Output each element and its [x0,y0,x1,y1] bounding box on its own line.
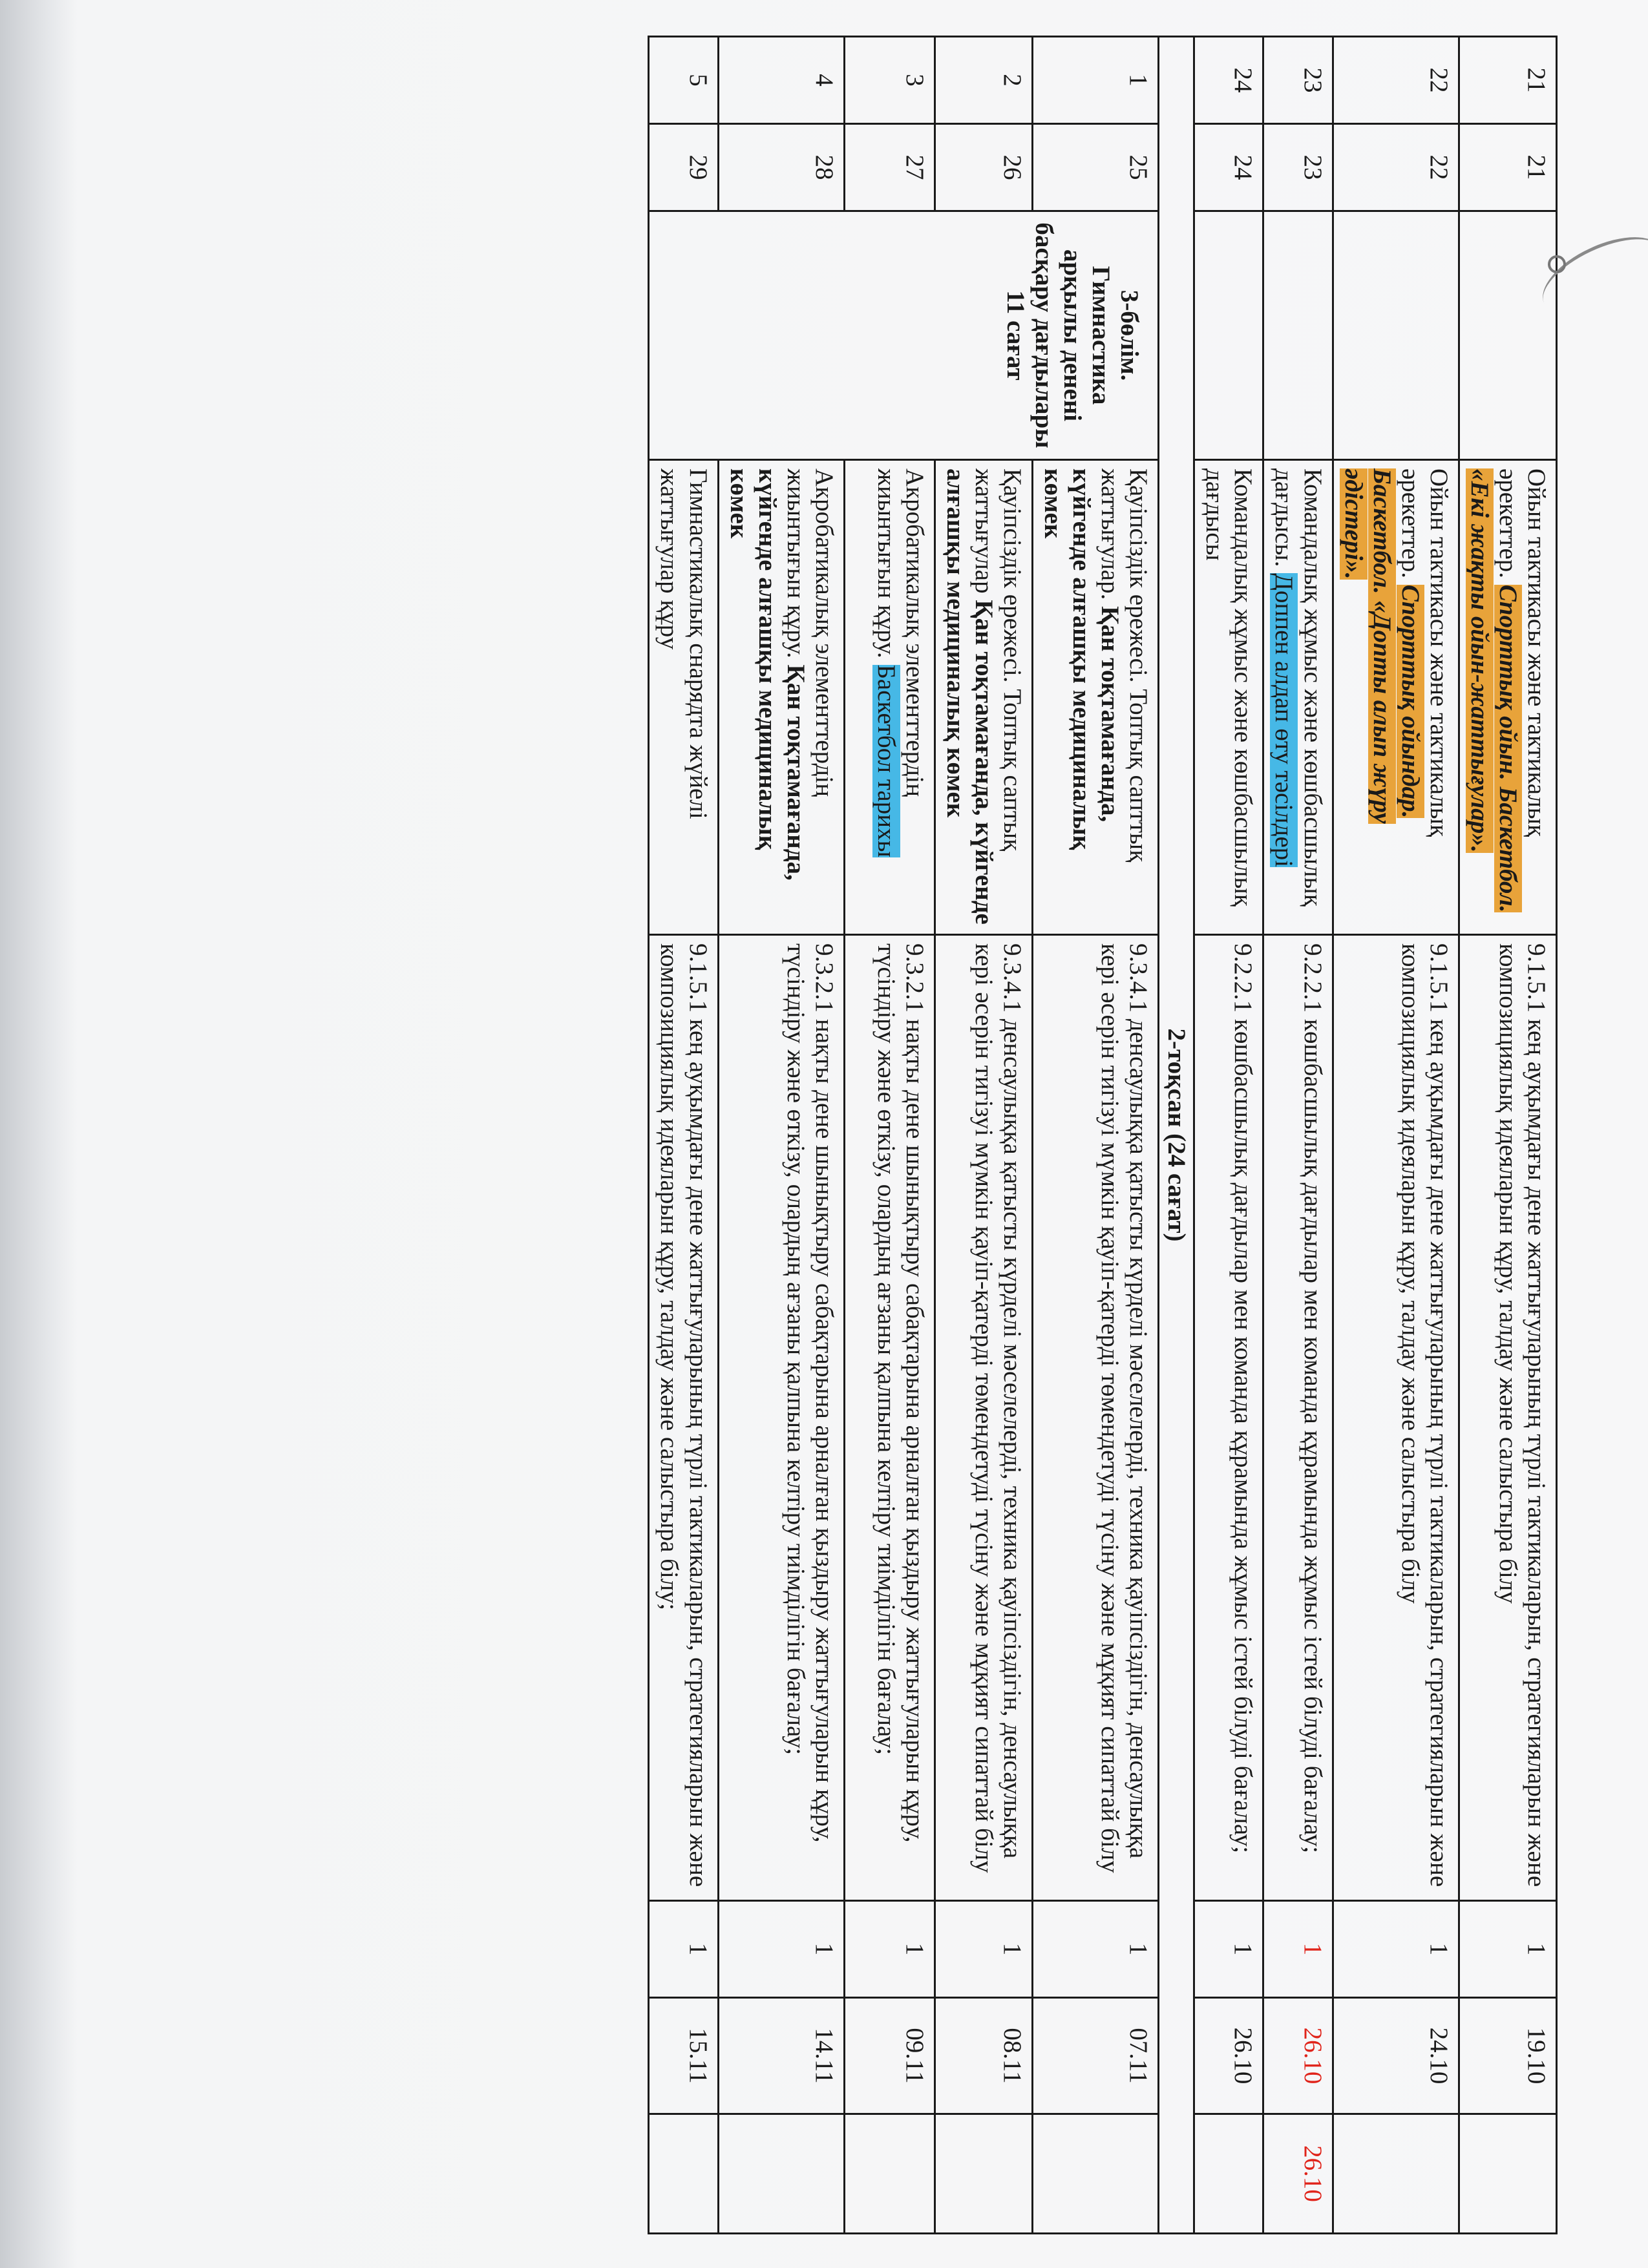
section-hours: 11 сағат [1002,290,1030,381]
date-cell: 15.11 [649,1998,718,2114]
row-number: 5 [649,37,718,124]
objective-cell: 9.3.4.1 денсаулыққа қатысты күрделі мәселелерді, техника қауіпсіздігін, денсаулыққа кері әсерін тигізуі мүмкін қауіп-қатерді төмендетуді түсіну және мұқият сипаттай білу [935,935,1032,1901]
section-cell [1459,211,1556,460]
topic-highlight: Спорттық ойын. Баскетбол. «Екі жақты ойын-жаттығулар». [1465,468,1522,913]
topic-text: Акробатикалық элементтердің жиынтығын құру. [781,468,838,797]
topic-bold: Қан тоқтамағанда, күйгенде алғашқы медициналық көмек [941,468,998,925]
objective-cell: 9.2.2.1 көшбасшылық дағдылар мен команда құрамында жұмыс істей білуді бағалау; [1263,935,1333,1901]
row-number: 23 [1263,37,1333,124]
objective-cell: 9.3.4.1 денсаулыққа қатысты күрделі мәселелерді, техника қауіпсіздігін, денсаулыққа кері әсерін тигізуі мүмкін қауіп-қатерді төмендетуді түсіну және мұқият сипаттай білу [1033,935,1159,1901]
objective-cell: 9.3.2.1 нақты дене шынықтыру сабақтарына арналған қыздыру жаттығуларын құру, түсіндіру және өткізу, олардың ағзаны қалпына келтіру тиімділігін бағалау; [718,935,844,1901]
row-number: 2 [935,37,1032,124]
table-row [1033,37,1159,2234]
objective-cell: 9.1.5.1 кең ауқымдағы дене жаттығуларының түрлі тактикаларын, стратегияларын және композициялық идеяларын құру, талдау және салыстыра білу [1459,935,1556,1901]
hours-cell: 1 [1194,1901,1263,1998]
objective-cell: 9.1.5.1 кең ауқымдағы дене жаттығуларының түрлі тактикаларын, стратегияларын және композициялық идеяларын құру, талдау және салыстыра білу; [649,935,718,1901]
actual-date-cell: 26.10 [1263,2114,1333,2234]
objective-cell: 9.1.5.1 кең ауқымдағы дене жаттығуларының түрлі тактикаларын, стратегияларын және композициялық идеяларын құру, талдау және салыстыра білу [1333,935,1459,1901]
topic-highlight: Доппен алдап өту тәсілдері [1270,573,1298,868]
topic-cell [718,460,844,935]
row-number: 22 [1333,37,1459,124]
topic-cell [844,460,935,935]
hours-cell: 1 [844,1901,935,1998]
binding-hole [1548,255,1566,273]
topic-text: Ойын тактикасы және тактикалық әрекеттер. [1396,468,1453,837]
hours-cell: 1 [1459,1901,1556,1998]
lesson-number: 28 [718,124,844,211]
actual-date-cell [718,2114,844,2234]
topic-text: Қауіпсіздік ережесі. Топтық сапттық жаттығулар. [1096,468,1153,863]
actual-date-cell [935,2114,1032,2234]
row-number: 4 [718,37,844,124]
section-cell [1263,211,1333,460]
topic-text: Ойын тактикасы және тактикалық әрекеттер. [1494,468,1550,837]
hours-cell: 1 [1033,1901,1159,1998]
topic-cell: Гимнастикалық снарядта жүйелі жаттығулар құру [649,460,718,935]
topic-text: Қауіпсіздік ережесі. Топтық саптық жаттығулар [969,468,1026,852]
table-row [1333,37,1459,2234]
actual-date-cell [1333,2114,1459,2234]
rotated-plan-page [90,36,1558,2232]
date-cell: 19.10 [1459,1998,1556,2114]
date-cell: 26.10 [1194,1998,1263,2114]
actual-date-cell [1033,2114,1159,2234]
actual-date-cell [649,2114,718,2234]
lesson-number: 22 [1333,124,1459,211]
row-number: 21 [1459,37,1556,124]
section-cell [1333,211,1459,460]
lesson-number: 25 [1033,124,1159,211]
table-row [1194,37,1263,2234]
lesson-plan-table [648,36,1558,2234]
section-title: 3-бөлім. [1115,289,1144,381]
hours-cell: 1 [718,1901,844,1998]
topic-text: Командалық жұмыс және көшбасшылық дағдысы. [1270,468,1327,907]
lesson-number: 21 [1459,124,1556,211]
lesson-number: 27 [844,124,935,211]
hours-cell: 1 [649,1901,718,1998]
hours-cell: 1 [1333,1901,1459,1998]
quarter-heading: 2-тоқсан (24 сағат) [1159,37,1194,2234]
lesson-number: 23 [1263,124,1333,211]
actual-date-cell [844,2114,935,2234]
topic-cell [935,460,1032,935]
row-number: 3 [844,37,935,124]
actual-date-cell [1459,2114,1556,2234]
date-cell: 26.10 [1263,1998,1333,2114]
date-cell: 09.11 [844,1998,935,2114]
hours-cell: 1 [1263,1901,1333,1998]
table-row [1459,37,1556,2234]
topic-highlight: Баскетбол тарихы [872,664,900,857]
date-cell: 14.11 [718,1998,844,2114]
section-cell [649,211,1159,460]
table-row [1263,37,1333,2234]
row-number: 1 [1033,37,1159,124]
date-cell: 08.11 [935,1998,1032,2114]
topic-cell: Командалық жұмыс және көшбасшылық дағдысы [1194,460,1263,935]
date-cell: 24.10 [1333,1998,1459,2114]
topic-cell [1263,460,1333,935]
topic-highlight: Спорттық ойындар. Баскетбол. «Допты алып жүру әдістері». [1339,468,1424,824]
objective-cell: 9.3.2.1 нақты дене шынықтыру сабақтарына арналған қыздыру жаттығуларын құру, түсіндіру және өткізу, олардың ағзаны қалпына келтіру тиімділігін бағалау; [844,935,935,1901]
topic-cell [1459,460,1556,935]
lesson-number: 29 [649,124,718,211]
quarter-row [1159,37,1194,2234]
topic-cell [1333,460,1459,935]
topic-text: Акробатикалық элементтердің жиынтығын құру. [872,468,929,797]
row-number: 24 [1194,37,1263,124]
lesson-number: 24 [1194,124,1263,211]
hours-cell: 1 [935,1901,1032,1998]
section-cell [1194,211,1263,460]
topic-cell [1033,460,1159,935]
lesson-number: 26 [935,124,1032,211]
objective-cell: 9.2.2.1 көшбасшылық дағдылар мен команда құрамында жұмыс істей білуді бағалау; [1194,935,1263,1901]
section-subtitle: Гимнастика арқылы дененi басқару дағдылары [1030,222,1115,448]
topic-bold: Қан тоқтамағанда, күйгенде алғашқы медициналық көмек [724,468,810,881]
actual-date-cell [1194,2114,1263,2234]
topic-bold: Қан тоқтамағанда, күйгенде алғашқы медициналық көмек [1039,468,1125,850]
date-cell: 07.11 [1033,1998,1159,2114]
